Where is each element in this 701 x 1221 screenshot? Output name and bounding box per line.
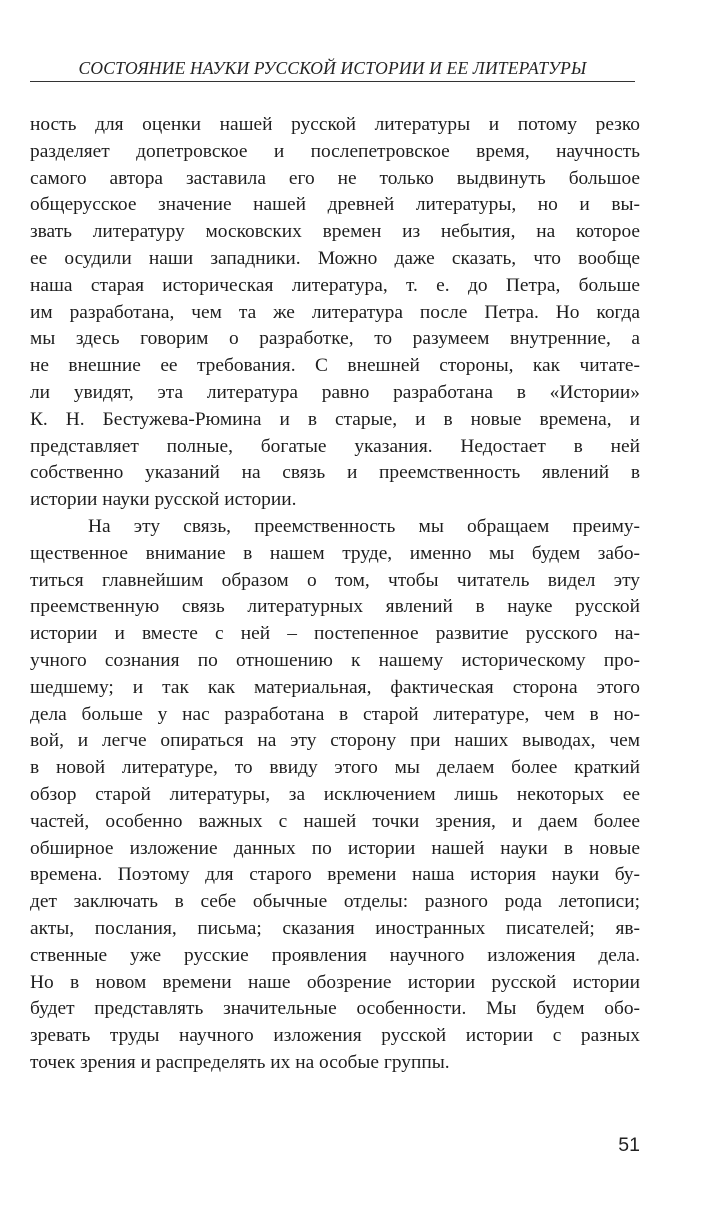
text-line: истории науки русской истории. (30, 489, 297, 511)
text-line: разделяет допетровское и послепетровское время, научность (30, 140, 640, 162)
text-line: учного сознания по отношению к нашему историческому про- (30, 649, 640, 671)
text-line: обширное изложение данных по истории нашей науки в новые (30, 837, 640, 859)
text-line: ее осудили наши западники. Можно даже сказать, что вообще (30, 247, 640, 269)
text-line: зревать труды научного изложения русской истории с разных (30, 1025, 640, 1047)
text-line: времена. Поэтому для старого времени наша история науки бу- (30, 864, 640, 886)
text-line: ность для оценки нашей русской литературы и потому резко (30, 114, 640, 135)
text-line: будет представлять значительные особенности. Мы будем обо- (30, 998, 640, 1020)
text-line: дет заключать в себе обычные отделы: разного рода летописи; (30, 891, 640, 913)
text-line: На эту связь, преемственность мы обращаем преиму- (88, 515, 640, 537)
text-line: дела больше у нас разработана в старой литературе, чем в но- (30, 703, 640, 725)
text-line: ственные уже русские проявления научного изложения дела. (30, 944, 640, 966)
body-text (30, 112, 640, 1077)
text-line: истории и вместе с ней – постепенное развитие русского на- (30, 623, 640, 645)
text-line: обзор старой литературы, за исключением лишь некоторых ее (30, 783, 640, 805)
header-rule (30, 81, 635, 82)
text-line: щественное внимание в нашем труде, именно мы будем забо- (30, 542, 640, 564)
text-line: в новой литературе, то ввиду этого мы делаем более краткий (30, 757, 640, 779)
text-line: вой, и легче опираться на эту сторону при наших выводах, чем (30, 730, 640, 752)
text-line: собственно указаний на связь и преемственность явлений в (30, 462, 640, 484)
text-line: звать литературу московских времен из небытия, на которое (30, 221, 640, 243)
page-number: 51 (618, 1134, 640, 1156)
text-line: мы здесь говорим о разработке, то разумеем внутренние, а (30, 328, 640, 350)
paragraph (30, 112, 640, 514)
text-line: частей, особенно важных с нашей точки зрения, и даем более (30, 810, 640, 832)
text-line: преемственную связь литературных явлений в науке русской (30, 596, 640, 618)
text-line: представляет полные, богатые указания. Недостает в ней (30, 435, 640, 457)
text-line: им разработана, чем та же литература после Петра. Но когда (30, 301, 640, 323)
text-line: самого автора заставила его не только выдвинуть большое (30, 167, 640, 189)
text-line: наша старая историческая литература, т. е. до Петра, больше (30, 274, 640, 296)
paragraph (30, 514, 640, 1077)
text-line: К. Н. Бестужева-Рюмина и в старые, и в новые времена, и (30, 408, 640, 430)
text-line: акты, послания, письма; сказания иностранных писателей; яв- (30, 917, 640, 939)
running-head: СОСТОЯНИЕ НАУКИ РУССКОЙ ИСТОРИИ И ЕЕ ЛИТЕРАТУРЫ (78, 58, 587, 78)
text-line: точек зрения и распределять их на особые группы. (30, 1051, 450, 1073)
text-line: не внешние ее требования. С внешней стороны, как читате- (30, 355, 640, 377)
text-line: ли увидят, эта литература равно разработана в «Истории» (30, 381, 640, 403)
text-line: шедшему; и так как материальная, фактическая сторона этого (30, 676, 640, 698)
text-line: Но в новом времени наше обозрение истории русской истории (30, 971, 640, 993)
text-line: общерусское значение нашей древней литературы, но и вы- (30, 194, 640, 216)
text-line: титься главнейшим образом о том, чтобы читатель видел эту (30, 569, 640, 591)
